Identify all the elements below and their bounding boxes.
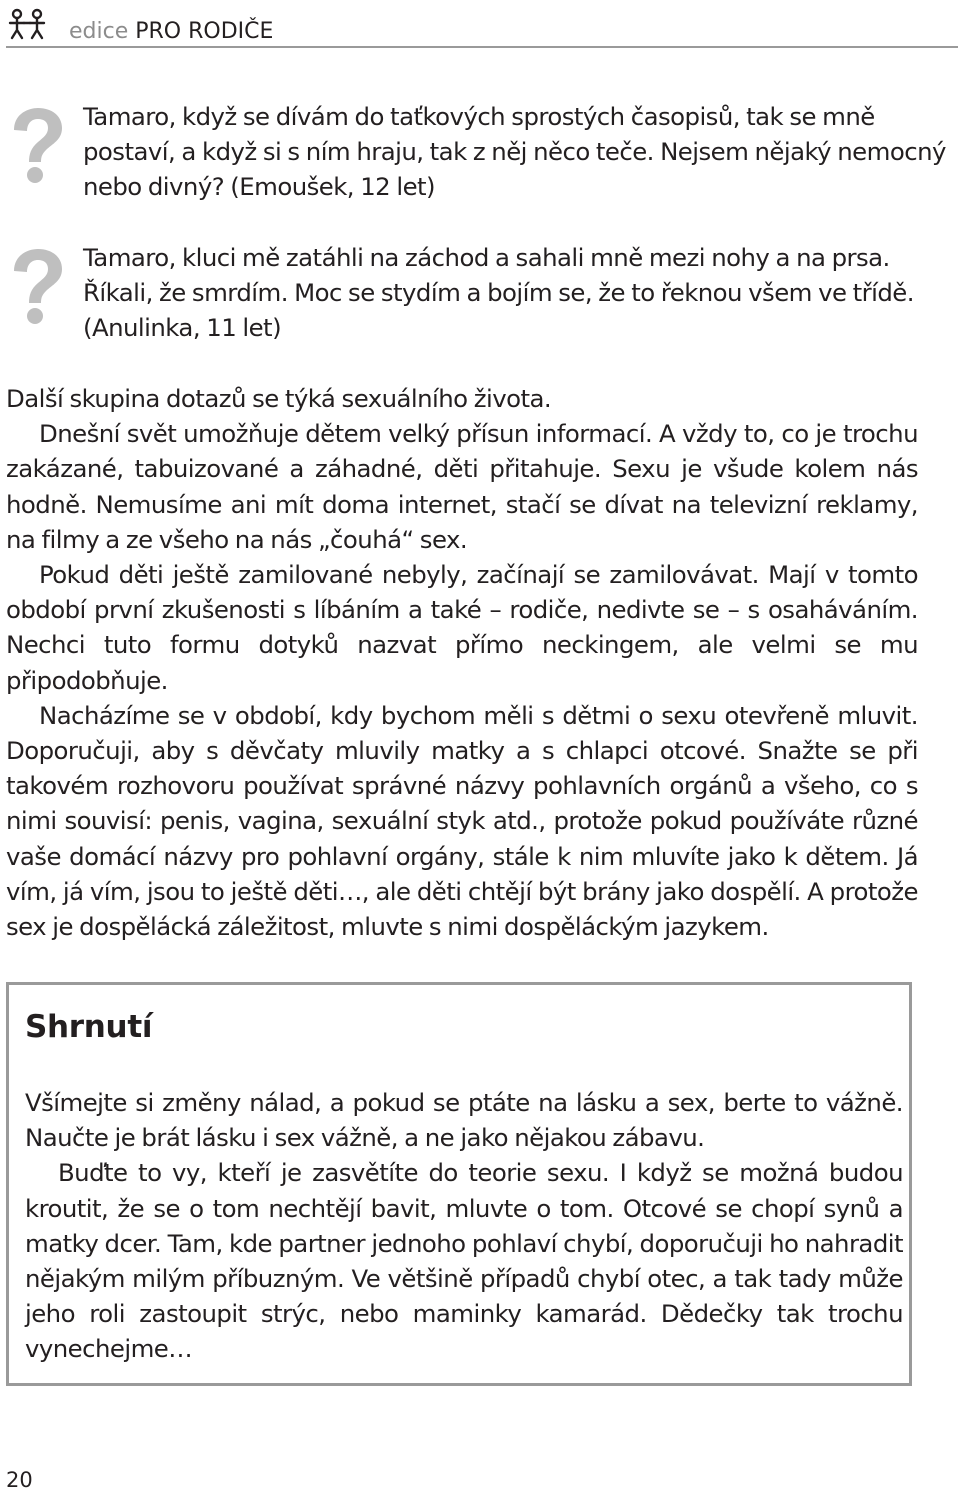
series-title <box>69 19 273 44</box>
main-text <box>6 381 918 944</box>
question-2 <box>83 240 953 345</box>
question-mark-icon <box>6 104 66 184</box>
page-header <box>6 6 958 48</box>
summary-title: Shrnutí <box>25 1009 153 1045</box>
paragraph: Nacházíme se v období, kdy bychom měli s dětmi o sexu otevřeně mluvit. Doporučuji, aby s děvčaty mluvily matky a s chlapci otcové. Snažte se při takovém rozhovoru používat správné názvy pohlavních orgánů a všeho, co s nimi souvisí: penis, vagina, sexuální styk atd., protože pokud používáte různé vaše domácí názvy pro pohlavní orgány, stále k nim mluvíte jako k dětem. Já vím, já vím, jsou to ještě děti…, ale děti chtějí být brány jako dospělí. A protože sex je dospělácká záležitost, mluvte s nimi dospěláckým jazykem. <box>6 700 918 942</box>
summary-box <box>6 982 912 1386</box>
paragraph: Dnešní svět umožňuje dětem velký přísun informací. A vždy to, co je trochu zakázané, tabuizované a záhadné, děti přitahuje. Sexu je všude kolem nás hodně. Nemusíme ani mít doma internet, stačí se dívat na televizní reklamy, na filmy a ze všeho na nás „čouhá“ sex. <box>6 419 918 554</box>
paragraph: Další skupina dotazů se týká sexuálního života. <box>6 384 552 413</box>
paragraph: Všímejte si změny nálad, a pokud se ptáte na lásku a sex, berte to vážně. Naučte je brát lásku i sex vážně, a ne jako nějakou zábavu. <box>25 1088 903 1153</box>
question-1 <box>83 99 953 204</box>
paragraph: Buďte to vy, kteří je zasvětíte do teorie sexu. I když se možná budou kroutit, že se o tom nechtějí bavit, mluvte o tom. Otcové se chopí synů a matky dcer. Tam, kde partner jednoho pohlaví chybí, doporučuji ho nahradit nějakým milým příbuzným. Ve většině případů chybí otec, a tak tady může jeho roli zastoupit strýc, nebo maminky kamarád. Dědečky tak trochu vynechejme… <box>25 1158 903 1364</box>
children-pair-icon <box>6 8 50 40</box>
question-text: Tamaro, kluci mě zatáhli na záchod a sahali mně mezi nohy a na prsa. Říkali, že smrdím. Moc se stydím a bojím se, že to řeknou všem ve třídě. (Anulinka, 11 let) <box>83 243 914 342</box>
summary-body <box>25 1085 903 1367</box>
page-number: 20 <box>6 1468 33 1492</box>
paragraph: Pokud děti ještě zamilované nebyly, začínají se zamilovávat. Mají v tomto období první zkušenosti s líbáním a také – rodiče, nedivte se – s osaháváním. Nechci tuto formu dotyků nazvat přímo neckingem, ale velmi se mu připodobňuje. <box>6 560 918 695</box>
series-name: PRO RODIČE <box>135 19 274 44</box>
question-text: Tamaro, když se dívám do taťkových sprostých časopisů, tak se mně postaví, a když si s ním hraju, tak z něj něco teče. Nejsem nějaký nemocný nebo divný? (Emoušek, 12 let) <box>83 102 946 201</box>
question-mark-icon <box>6 245 66 325</box>
series-prefix: edice <box>69 19 129 44</box>
